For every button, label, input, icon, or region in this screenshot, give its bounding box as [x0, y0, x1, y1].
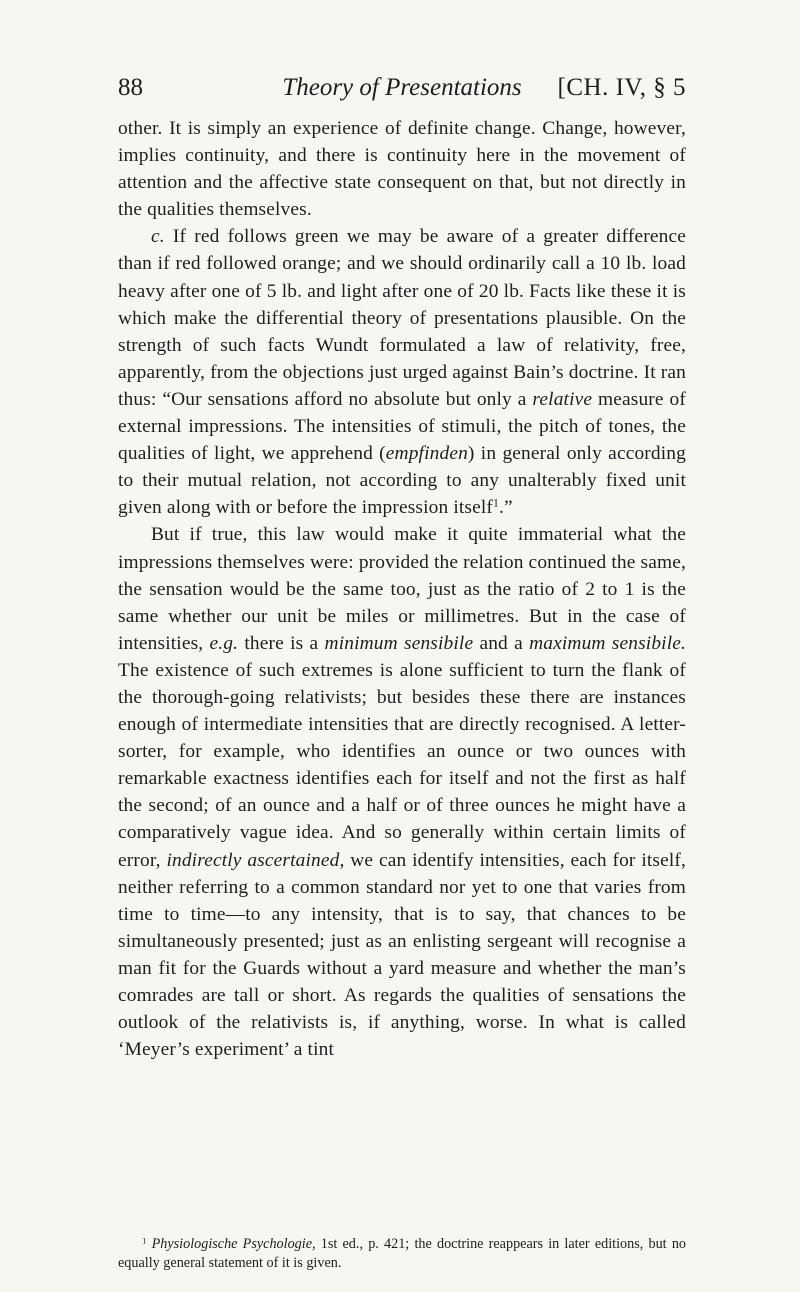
paragraph-3-text-a: But if true, this law would make it quite immaterial what the impressions themselves were: provided the relation continued the same, the sensation would be the same too, just as the ratio of 2 to 1 is the same whether our unit be miles or millimetres. But in the case of intensities, — [118, 524, 686, 654]
paragraph-1 — [118, 115, 686, 223]
footnote-reference[interactable]: 1 — [493, 496, 499, 510]
paragraph-3-text-c: and a — [473, 632, 530, 654]
footnote-book-title: Physiologische Psychologie, — [151, 1236, 316, 1252]
paragraph-2-text-d: .” — [498, 497, 513, 519]
book-page — [118, 0, 686, 1292]
footnote-text: 1st ed., p. 421; the doctrine reappears in later editions, but no equally general statement of it is given. — [118, 1236, 687, 1271]
emphasis-maximum-sensibile: maximum sensibile. — [529, 632, 687, 654]
emphasis-indirectly-ascertained: indirectly ascertained, — [166, 849, 345, 871]
footnote — [118, 1235, 686, 1273]
running-title: Theory of Presentations — [282, 74, 522, 101]
paragraph-2-text-b: measure of external impressions. The intensities of stimuli, the pitch of tones, the qualities of light, we apprehend ( — [118, 388, 686, 465]
paragraph-1-text: other. It is simply an experience of definite change. Change, however, implies continuity, and there is continuity here in the movement of attention and the affective state consequent on that, but not directly in the qualities themselves. — [118, 118, 686, 221]
emphasis-empfinden: empfinden — [385, 443, 468, 465]
emphasis-minimum-sensibile: minimum sensibile — [324, 632, 474, 654]
item-label-c: c. — [150, 226, 165, 248]
paragraph-2-text-a: If red follows green we may be aware of a greater difference than if red followed orange; and we should ordinarily call a 10 lb. load heavy after one of 5 lb. and light after one of 20 lb. Facts like these it is which make the differential theory of presentations plausible. On the strength of such facts Wundt formulated a law of relativity, free, apparently, from the objections just urged against Bain’s doctrine. It ran thus: “Our sensations afford no absolute but only a — [118, 226, 686, 410]
paragraph-3 — [118, 521, 686, 1063]
running-header — [118, 74, 686, 108]
chapter-section: [CH. IV, § 5 — [557, 74, 686, 101]
emphasis-relative: relative — [532, 388, 593, 410]
paragraph-2-text-c: ) in general only according to their mutual relation, not according to any unalterably fixed unit given along with or before the impression itself — [118, 443, 686, 519]
page-number: 88 — [118, 74, 143, 101]
footnote-mark: 1 — [142, 1235, 147, 1246]
body-text — [118, 115, 686, 1063]
emphasis-eg: e.g. — [209, 632, 239, 654]
paragraph-3-text-e: we can identify intensities, each for itself, neither referring to a common standard nor yet to one that varies from time to time—to any intensity, that is to say, that chances to be simultaneously presented; just as an enlisting sergeant will recognise a man fit for the Guards without a yard measure and whether the man’s comrades are tall or short. As regards the qualities of sensations the outlook of the relativists is, if anything, worse. In what is called ‘Meyer’s experiment’ a tint — [118, 849, 686, 1061]
paragraph-3-text-d: The existence of such extremes is alone sufficient to turn the flank of the thorough-going relativists; but besides these there are instances enough of intermediate intensities that are directly recognised. A letter-sorter, for example, who identifies an ounce or two ounces with remarkable exactness identifies each for itself and not the first as half the second; of an ounce and a half or of three ounces he might have a comparatively vague idea. And so generally within certain limits of error, — [118, 659, 686, 871]
paragraph-3-text-b: there is a — [238, 632, 325, 654]
paragraph-2 — [118, 223, 686, 521]
